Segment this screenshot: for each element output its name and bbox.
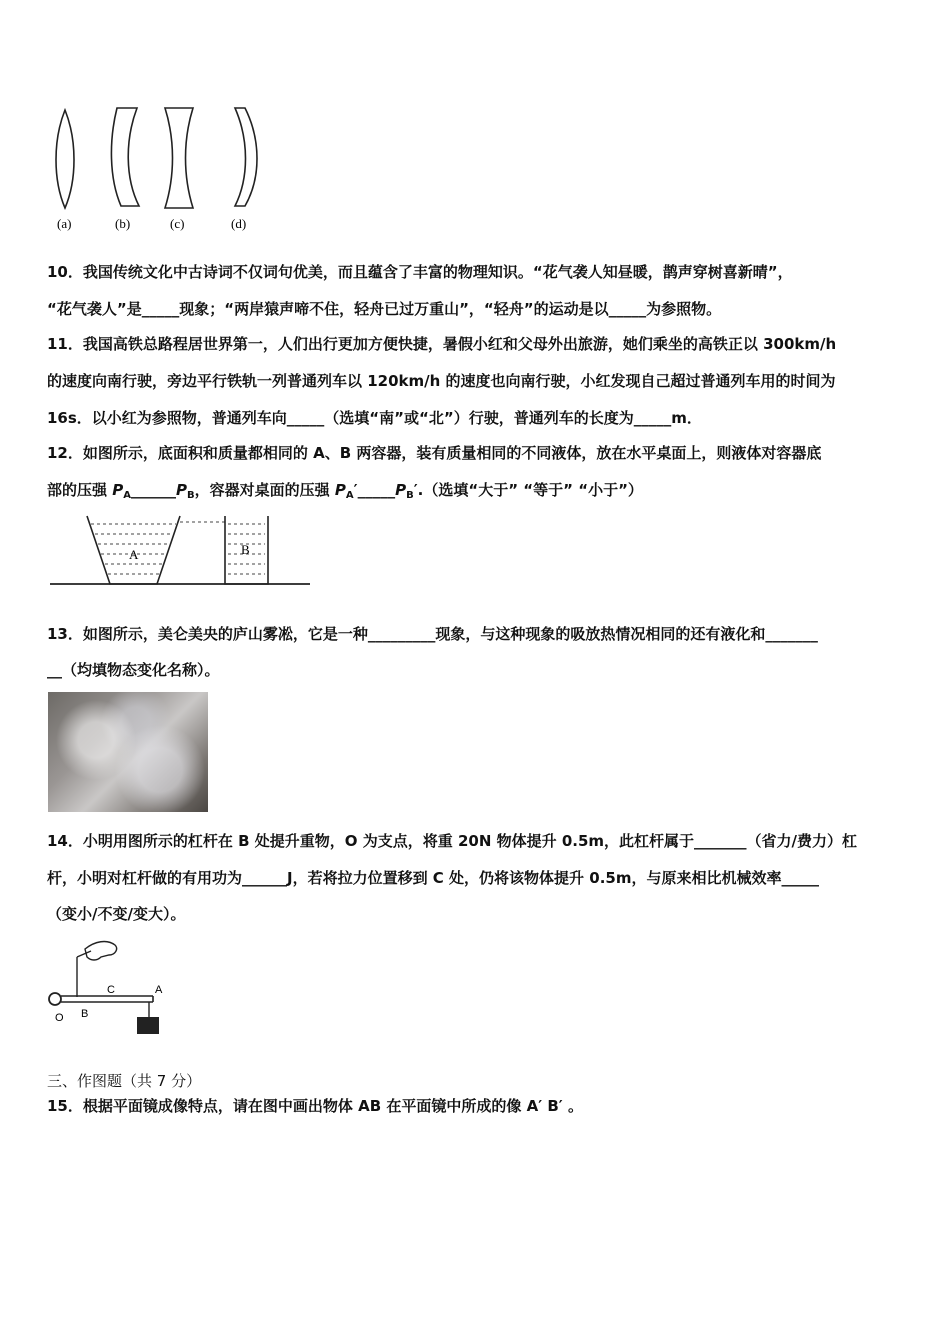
- rime-photo: [48, 692, 208, 812]
- q12-line2: 部的压强 $P_A\_\_\_\_\_\_P_B$，容器对桌面的压强 $P_A'\_\_\_\_\_P_B'$.（选填“大于” “等于” “小于”）: [47, 481, 643, 501]
- hand-icon: [85, 942, 117, 960]
- q11-line1: 11．我国高铁总路程居世界第一，人们出行更加方便快捷，暑假小红和父母外出旅游，她们乘坐的高铁正以 300km/h: [47, 335, 837, 353]
- q13-line1: 13．如图所示，美仑美央的庐山雾凇，它是一种_________现象，与这种现象的吸放热情况相同的还有液化和_______: [47, 625, 818, 643]
- lever-label-b: B: [81, 1008, 89, 1020]
- q14-line2: 杆，小明对杠杆做的有用功为______J，若将拉力位置移到 C 处，仍将该物体提升 0.5m，与原来相比机械效率_____: [47, 869, 819, 887]
- label-a: A: [129, 547, 139, 562]
- lever-figure: [45, 935, 185, 1045]
- lens-d: [235, 108, 257, 206]
- q11-line3: 16s．以小红为参照物，普通列车向_____（选填“南”或“北”）行驶，普通列车的长度为_____m．: [47, 409, 702, 427]
- q11-line2: 的速度向南行驶，旁边平行铁轨一列普通列车以 120km/h 的速度也向南行驶，小红发现自己超过普通列车用的时间为: [47, 372, 836, 390]
- lens-b: [111, 108, 139, 206]
- lens-label-b: (b): [115, 216, 131, 231]
- label-b: B: [241, 542, 250, 557]
- fulcrum-o: [49, 993, 61, 1005]
- lens-a: [56, 110, 74, 208]
- lever-label-c: C: [107, 984, 115, 996]
- q10-line2: “花气袭人”是_____现象；“两岸猿声啼不住，轻舟已过万重山”，“轻舟”的运动是以_____为参照物。: [47, 300, 722, 318]
- q14-line1: 14．小明用图所示的杠杆在 B 处提升重物，O 为支点，将重 20N 物体提升 0.5m，此杠杆属于_______（省力/费力）杠: [47, 832, 858, 850]
- q15-line1: 15．根据平面镜成像特点，请在图中画出物体 AB 在平面镜中所成的像 A′ B′ 。: [47, 1097, 583, 1115]
- section-3-heading: 三、作图题（共 7 分）: [47, 1072, 202, 1090]
- lens-label-c: (c): [170, 216, 185, 231]
- containers-figure: [45, 510, 315, 590]
- weight-block: [137, 1017, 159, 1034]
- lens-label-d: (d): [231, 216, 247, 231]
- q10-line1: 10．我国传统文化中古诗词不仅词句优美，而且蕴含了丰富的物理知识。“花气袭人知昼暖，鹊声穿树喜新晴”，: [47, 263, 793, 281]
- lens-figure: [45, 100, 275, 238]
- q13-line2: __（均填物态变化名称）。: [47, 661, 220, 679]
- lever-label-o: O: [55, 1012, 64, 1024]
- lever-label-a: A: [155, 984, 163, 996]
- lens-label-a: (a): [57, 216, 72, 231]
- q12-line1: 12．如图所示，底面积和质量都相同的 A、B 两容器，装有质量相同的不同液体，放在水平桌面上，则液体对容器底: [47, 444, 822, 462]
- lens-c: [165, 108, 193, 208]
- q14-line3: （变小/不变/变大）。: [47, 905, 186, 923]
